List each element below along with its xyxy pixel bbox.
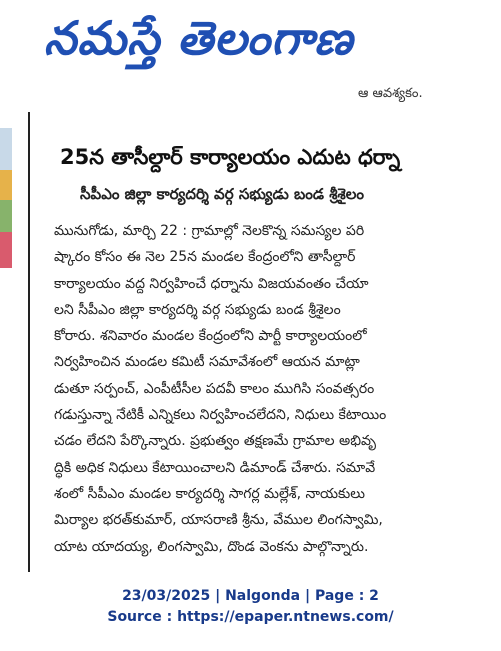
body-line: కోరారు. శనివారం మండల కేంద్రంలోని పార్టీ కార్యాలయంలో (54, 328, 367, 345)
body-line: ద్ధికి అధిక నిధులు కేటాయించాలని డిమాండ్ చేశారు. సమావే (54, 459, 376, 476)
body-line: యాట యాదయ్య, లింగస్వామి, దొండ వెంకను పాల్గొన్నారు. (54, 538, 369, 555)
body-line: గడుస్తున్నా నేటికీ ఎన్నికలు నిర్వహించలేదని, నిధులు కేటాయిం (54, 407, 387, 424)
body-line: లని సీపీఎం జిల్లా కార్యదర్శి వర్గ సభ్యుడు బండ శ్రీశైలం (54, 301, 341, 318)
newspaper-logo: నమస్తే తెలంగాణ (44, 11, 354, 65)
image-fragment-green (0, 200, 12, 232)
adjacent-image-strip (0, 128, 12, 268)
body-line: ష్కారం కోసం ఈ నెల 25న మండల కేంద్రంలోని తాసీల్దార్ (54, 249, 356, 266)
body-line: డుతూ సర్పంచ్, ఎంపీటీసీల పదవీ కాలం ముగిసి సంవత్సరం (54, 380, 375, 397)
page-footer (0, 586, 501, 628)
article-headline: 25న తాసీల్దార్ కార్యాలయం ఎదుట ధర్నా (60, 145, 401, 169)
masthead (0, 0, 501, 82)
body-line: నిర్వహించిన మండల కమిటీ సమావేశంలో ఆయన మాట్లా (54, 354, 360, 371)
body-line: మిర్యాల భరత్‌కుమార్, యాసరాణి శ్రీను, వేముల లింగస్వామి, (54, 512, 383, 529)
image-fragment-red (0, 232, 12, 268)
article-subheadline: సీపీఎం జిల్లా కార్యదర్శి వర్గ సభ్యుడు బండ శ్రీశైలం (80, 185, 364, 203)
image-fragment-sky (0, 128, 12, 170)
column-divider (28, 112, 30, 572)
source-link[interactable]: Source : https://epaper.ntnews.com/ (107, 609, 394, 625)
body-line: చడం లేదని పేర్కొన్నారు. ప్రభుత్వం తక్షణమే గ్రామాల అభివృ (54, 433, 376, 450)
edition-dateline: 23/03/2025 | Nalgonda | Page : 2 (122, 588, 379, 604)
article-body (54, 218, 488, 560)
body-line: శంలో సీపీఎం మండల కార్యదర్శి సాగర్ల మల్లేశ్, నాయకులు (54, 485, 365, 502)
body-line: మునుగోడు, మార్చి 22 : గ్రామాల్లో నెలకొన్న సమస్యల పరి (54, 223, 365, 239)
previous-article-fragment: ఆ ఆవశ్యకం. (358, 86, 423, 101)
body-line: కార్యాలయం వద్ద నిర్వహించే ధర్నాను విజయవంతం చేయా (54, 275, 369, 292)
news-article (40, 112, 496, 572)
image-fragment-yellow (0, 170, 12, 200)
